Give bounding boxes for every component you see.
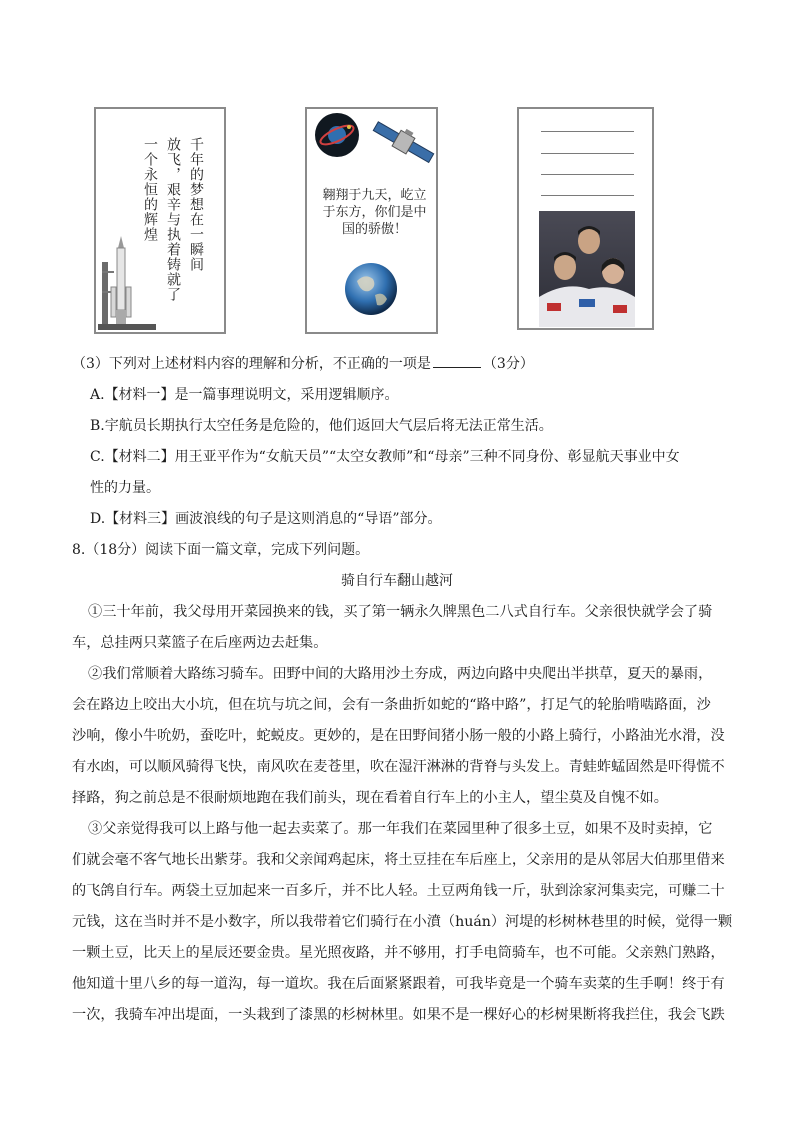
material-card-astronauts: [517, 107, 654, 330]
article-title: 骑自行车翻山越河: [341, 573, 453, 589]
article-line: 车，总挂两只菜篮子在后座两边去赶集。: [72, 635, 328, 651]
astronauts-photo: [539, 211, 635, 327]
satellite-icon: [369, 119, 437, 167]
card1-poem-col-left: 一个永恒的辉煌: [142, 137, 158, 242]
article-line: ②我们常顺着大路练习骑车。田野中间的大路用沙土夯成，两边向路中央爬出半拱草，夏天的暴雨，: [88, 666, 713, 682]
answer-blank[interactable]: [433, 355, 481, 368]
article-line: 元钱，这在当时并不是小数字，所以我带着它们骑行在小濆（huán）河堤的杉树林巷里的时候，觉得一颗: [72, 914, 733, 930]
article-line: 有水凼，可以顺风骑得飞快，南风吹在麦苍里，吹在湿汗淋淋的背脊与头发上。青蛙蚱蜢固然是吓得慌不: [72, 759, 725, 775]
option-c-line2: 性的力量。: [90, 480, 160, 496]
question-8-stem: 8.（18分）阅读下面一篇文章，完成下列问题。: [72, 542, 370, 558]
earth-icon: [343, 261, 399, 317]
material-card-rocket: [94, 107, 226, 334]
article-line: ①三十年前，我父母用开菜园换来的钱，买了第一辆永久牌黑色二八式自行车。父亲很快就学会了骑: [88, 604, 713, 620]
material-card-earth: [305, 107, 438, 334]
article-line: 他知道十里八乡的每一道沟，每一道坎。我在后面紧紧跟着，可我毕竟是一个骑车卖菜的生手啊！终于有: [72, 976, 725, 992]
rocket-icon: [98, 232, 158, 332]
article-line: 沙响，像小牛吮奶，蚕吃叶，蛇蜕皮。更妙的，是在田野间猪小肠一般的小路上骑行，小路油光水滑，没: [72, 728, 725, 744]
option-a: A.【材料一】是一篇事理说明文，采用逻辑顺序。: [90, 387, 399, 403]
card3-rule: [541, 153, 634, 154]
article-line: 择路，狗之前总是不很耐烦地跑在我们前头，现在看着自行车上的小主人，望尘莫及自愧不如。: [72, 790, 668, 806]
card3-rule: [541, 174, 634, 175]
card1-poem-col-mid: 放飞，艰辛与执着铸就了: [165, 137, 181, 302]
option-b: B.宇航员长期执行太空任务是危险的，他们返回大气层后将无法正常生活。: [90, 418, 553, 434]
option-d: D.【材料三】画波浪线的句子是这则消息的“导语”部分。: [90, 511, 442, 527]
article-line: 一次，我骑车冲出堤面，一头栽到了漆黑的杉树林里。如果不是一棵好心的杉树果断将我拦住，我会飞跌: [72, 1007, 725, 1023]
card1-poem-col-right: 千年的梦想在一瞬间: [188, 137, 204, 272]
option-c-line1: C.【材料二】用王亚平作为“女航天员”“太空女教师”和“母亲”三种不同身份、彰显航天事业中女: [90, 449, 680, 465]
article-line: ③父亲觉得我可以上路与他一起去卖菜了。那一年我们在菜园里种了很多土豆，如果不及时卖掉，它: [88, 821, 713, 837]
card3-rule: [541, 131, 634, 132]
article-line: 们就会毫不客气地长出紫芽。我和父亲闻鸡起床，将土豆挂在车后座上，父亲用的是从邻居大伯那里借来: [72, 852, 725, 868]
question-3-stem-text: （3）下列对上述材料内容的理解和分析，不正确的一项是: [72, 356, 431, 372]
card2-slogan: 翱翔于九天，屹立于东方，你们是中国的骄傲！: [322, 188, 427, 237]
article-line: 一颗土豆，比天上的星辰还要金贵。星光照夜路，并不够用，打手电筒骑车，也不可能。父亲熟门熟路，: [72, 945, 725, 961]
article-line: 的飞鸽自行车。两袋土豆加起来一百多斤，并不比人轻。土豆两角钱一斤，驮到涂家河集卖完，可赚二十: [72, 883, 725, 899]
card3-rule: [541, 195, 634, 196]
space-emblem-icon: [313, 111, 361, 159]
question-3-stem: [72, 355, 534, 373]
article-line: 会在路边上咬出大小坑，但在坑与坑之间，会有一条曲折如蛇的“路中路”，打足气的轮胎啃啮路面，沙: [72, 697, 711, 713]
astronauts-image: [539, 211, 635, 327]
question-3-score: （3分）: [482, 356, 534, 372]
